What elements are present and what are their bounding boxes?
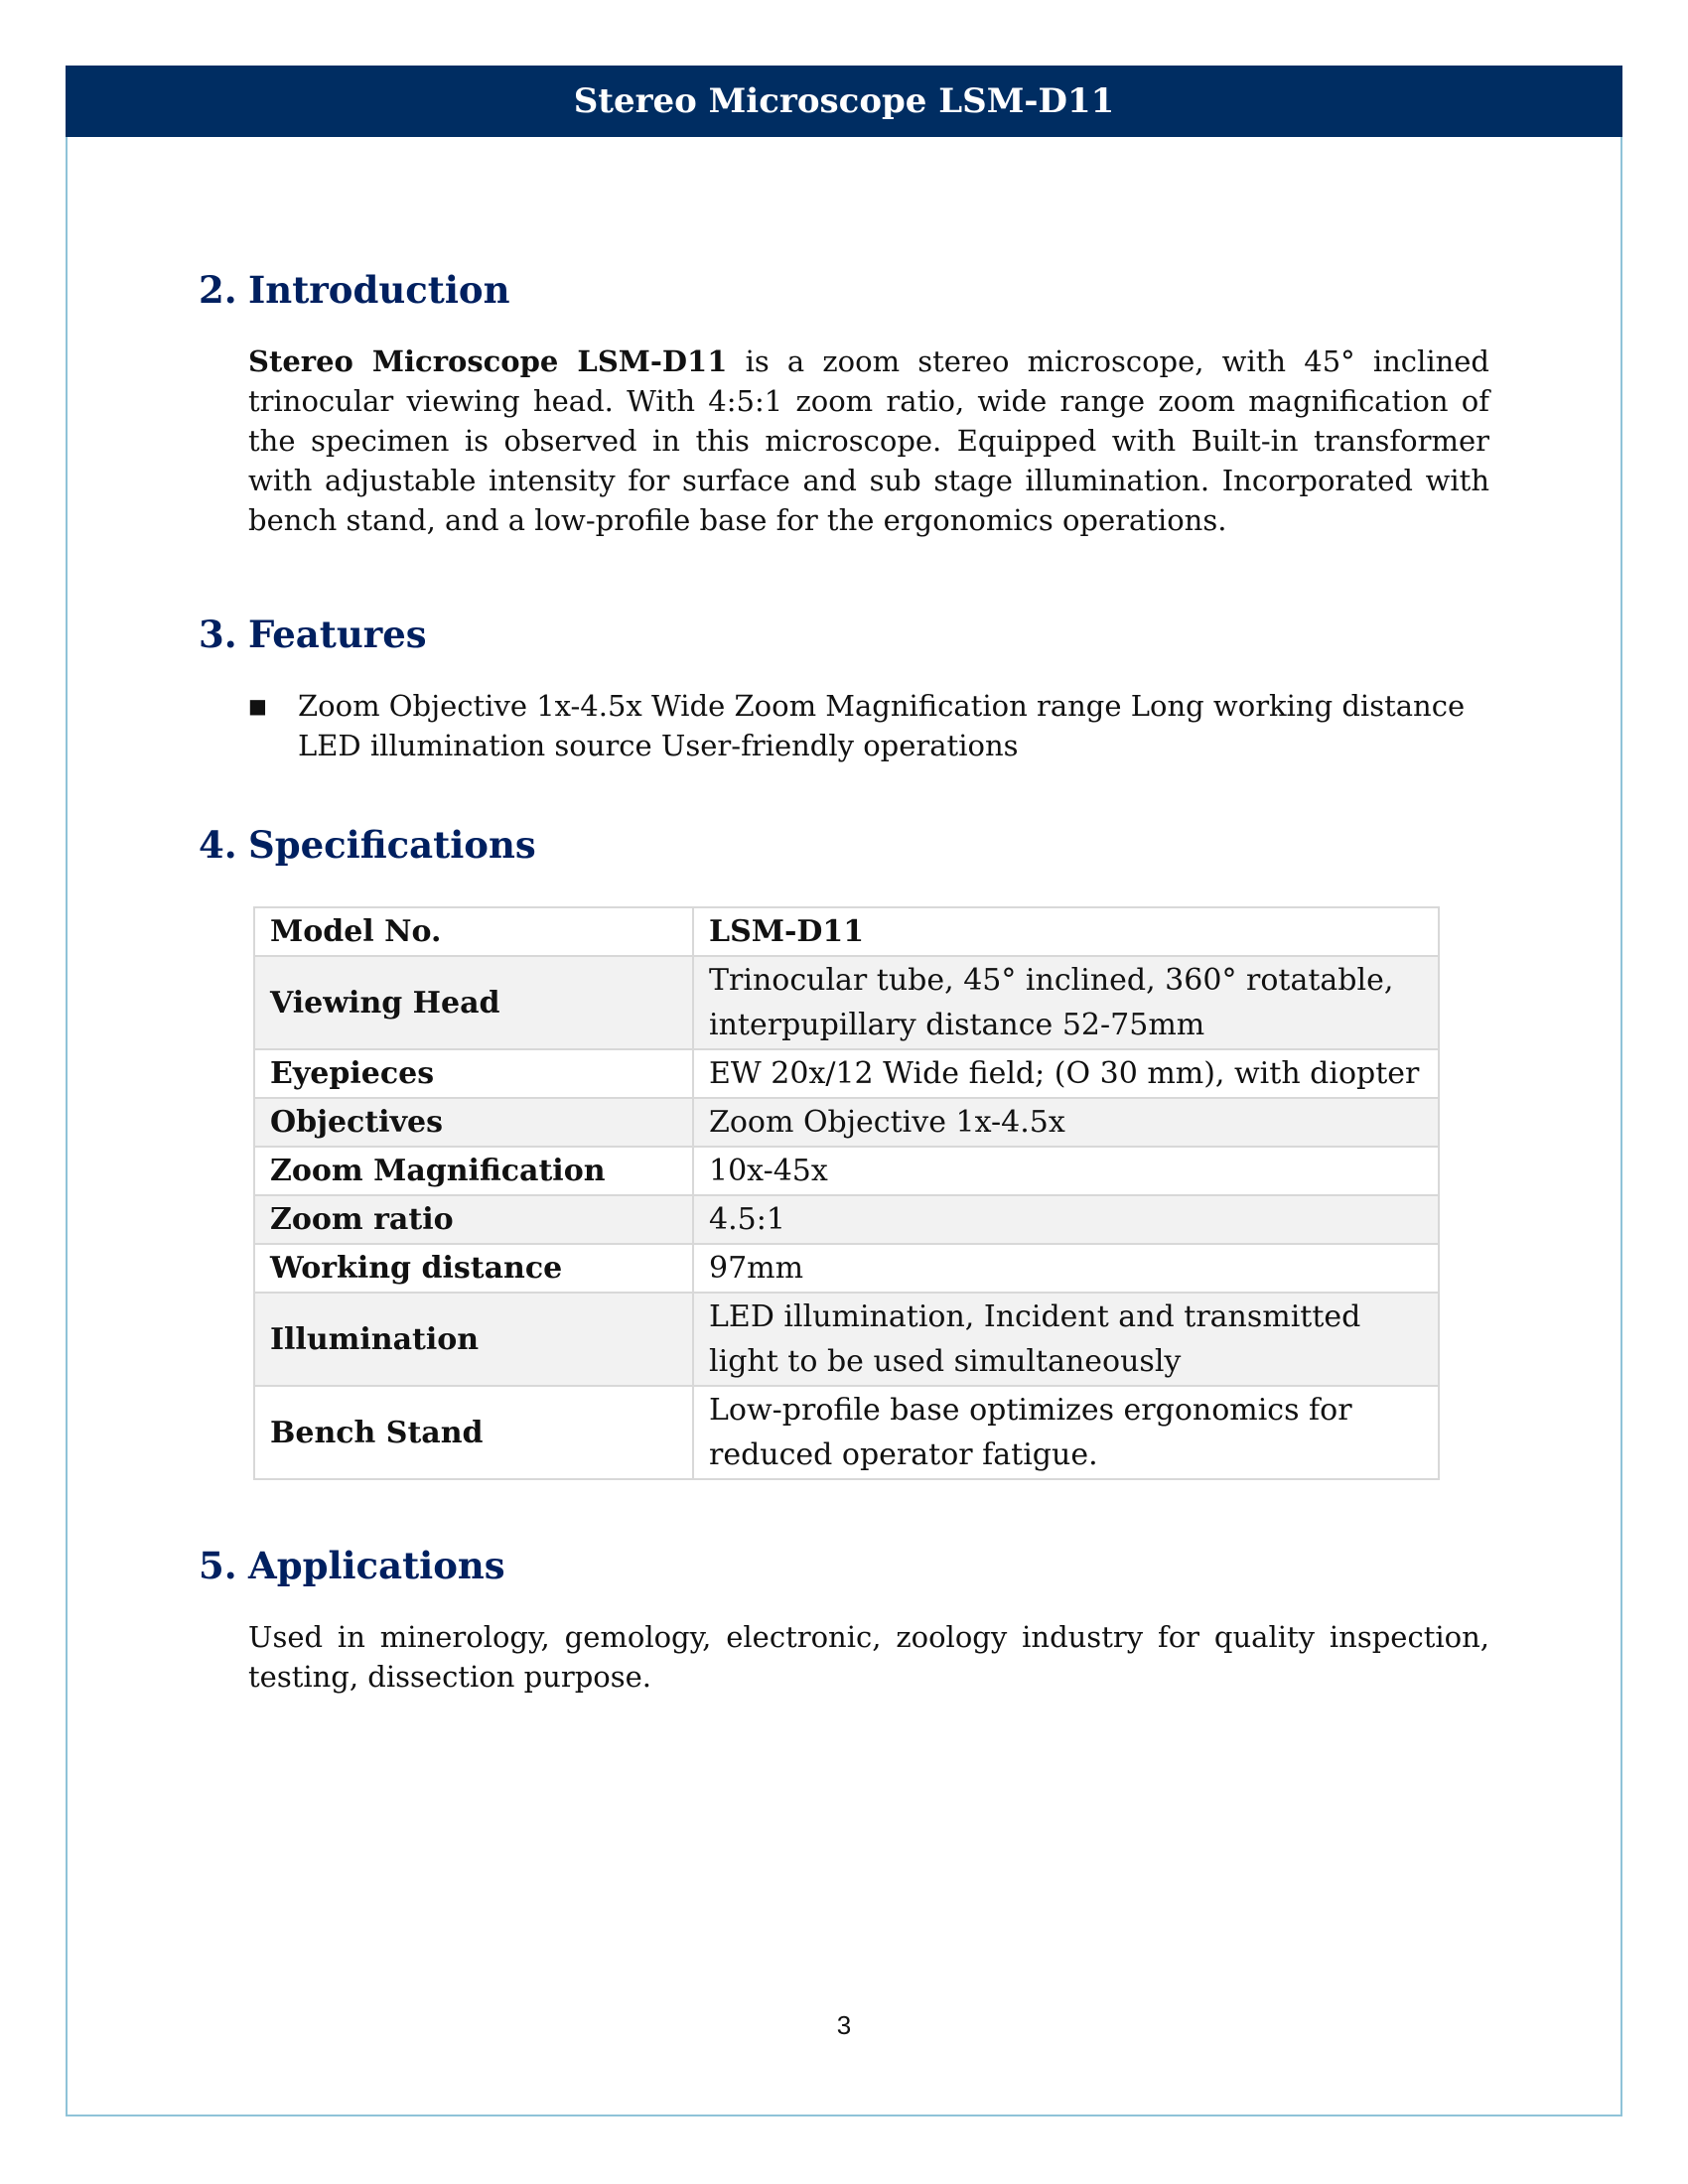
spec-label: Bench Stand — [254, 1386, 693, 1479]
spec-label: Illumination — [254, 1293, 693, 1386]
applications-number: 5. — [199, 1544, 237, 1587]
applications-paragraph: Used in minerology, gemology, electronic, zoology industry for quality inspection, testing, dissection purpose. — [248, 1620, 1489, 1694]
document-title: Stereo Microscope LSM-D11 — [573, 81, 1115, 121]
feature-item — [248, 686, 1489, 765]
applications-section — [199, 1544, 1489, 1697]
spec-label: Zoom ratio — [254, 1195, 693, 1244]
features-title: Features — [248, 613, 427, 656]
square-bullet-icon: ■ — [248, 694, 267, 718]
features-heading — [199, 613, 1489, 656]
spec-value: 10x-45x — [693, 1147, 1439, 1195]
introduction-text: is a zoom stereo microscope, with 45° inclined trinocular viewing head. With 4:5:1 zoom ratio, wide range zoom magnification of the specimen is observed in this microscope. Equipped with Built-in transformer with adjustable intensity for surface and sub stage illumination. Incorporated with bench stand, and a low-profile base for the ergonomics operations. — [248, 344, 1489, 537]
table-row — [254, 1386, 1439, 1479]
spec-label: Model No. — [254, 907, 693, 956]
table-row — [254, 1147, 1439, 1195]
table-row — [254, 956, 1439, 1049]
spec-value: 4.5:1 — [693, 1195, 1439, 1244]
introduction-paragraph — [248, 341, 1489, 540]
features-list — [248, 686, 1489, 765]
spec-label: Viewing Head — [254, 956, 693, 1049]
spec-value: Low-profile base optimizes ergonomics for reduced operator fatigue. — [693, 1386, 1439, 1479]
spec-value: LSM-D11 — [693, 907, 1439, 956]
introduction-product-name: Stereo Microscope LSM-D11 — [248, 344, 728, 378]
introduction-section — [199, 268, 1489, 540]
table-row — [254, 1293, 1439, 1386]
introduction-title: Introduction — [248, 268, 510, 312]
spec-value: Trinocular tube, 45° inclined, 360° rotatable, interpupillary distance 52-75mm — [693, 956, 1439, 1049]
spec-label: Zoom Magnification — [254, 1147, 693, 1195]
table-row — [254, 1195, 1439, 1244]
specifications-number: 4. — [199, 823, 237, 867]
specifications-section — [199, 823, 1489, 1480]
feature-text: Zoom Objective 1x-4.5x Wide Zoom Magnification range Long working distance LED illumination source User-friendly operations — [298, 689, 1466, 762]
spec-value: Zoom Objective 1x-4.5x — [693, 1098, 1439, 1147]
spec-value: LED illumination, Incident and transmitted light to be used simultaneously — [693, 1293, 1439, 1386]
spec-value: 97mm — [693, 1244, 1439, 1293]
introduction-number: 2. — [199, 268, 237, 312]
specifications-title: Specifications — [248, 823, 536, 867]
table-row — [254, 907, 1439, 956]
spec-value: EW 20x/12 Wide field; (O 30 mm), with diopter — [693, 1049, 1439, 1098]
table-row — [254, 1049, 1439, 1098]
spec-label: Working distance — [254, 1244, 693, 1293]
specifications-table — [253, 906, 1440, 1480]
document-header — [66, 66, 1622, 137]
features-section — [199, 613, 1489, 765]
features-number: 3. — [199, 613, 237, 656]
specifications-heading — [199, 823, 1489, 867]
spec-label: Objectives — [254, 1098, 693, 1147]
introduction-heading — [199, 268, 1489, 312]
spec-label: Eyepieces — [254, 1049, 693, 1098]
table-row — [254, 1244, 1439, 1293]
document-content — [199, 268, 1489, 1697]
applications-heading — [199, 1544, 1489, 1587]
page-number: 3 — [836, 2010, 852, 2040]
applications-title: Applications — [248, 1544, 505, 1587]
table-row — [254, 1098, 1439, 1147]
